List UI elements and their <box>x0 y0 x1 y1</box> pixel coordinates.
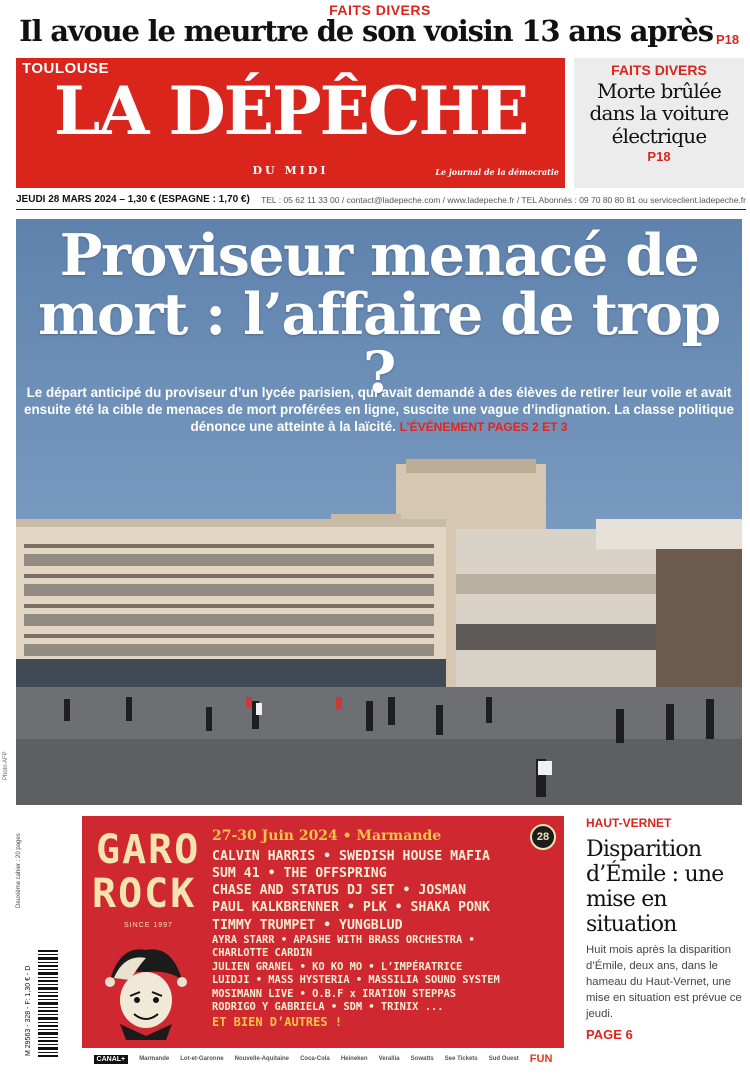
sponsor-logo: Lot-et-Garonne <box>180 1056 224 1062</box>
right-teaser[interactable] <box>574 58 744 188</box>
masthead <box>16 58 565 188</box>
main-story[interactable] <box>16 219 742 805</box>
sponsor-logo: Marmande <box>139 1056 170 1062</box>
lineup-line: TIMMY TRUMPET • YUNGBLUD <box>212 917 403 933</box>
lineup-line: SUM 41 • THE OFFSPRING <box>212 866 387 882</box>
sponsor-logo: Heineken <box>340 1056 368 1062</box>
ad-dates: 27-30 Juin 2024 • Marmande <box>212 828 442 844</box>
lineup-line: AYRA STARR • APASHE WITH BRASS ORCHESTRA • CHARLOTTE CARDIN <box>212 933 475 960</box>
top-teaser-headline[interactable]: Il avoue le meurtre de son voisin 13 ans après <box>19 14 713 48</box>
supplement-note: Deuxième cahier : 20 pages <box>16 833 22 908</box>
ad-logo-garo: GARO <box>96 827 201 873</box>
side-story-body: Huit mois après la disparition d’Émile, deux ans, dans le hameau du Haut-Vernet, une mise en situation est prévue ce jeudi. <box>586 944 742 1020</box>
side-story-headline[interactable]: Disparition d’Émile : une mise en situation <box>586 837 724 937</box>
barcode-icon <box>16 948 60 1060</box>
lineup-more: ET BIEN D’AUTRES ! <box>212 1014 343 1029</box>
main-lede-text: Le départ anticipé du proviseur d’un lycée parisien, qui avait demandé à des élèves de retirer leur voile et avait ensuite été la cible de menaces de mort proférées en ligne, suscite une vague d’indignation. La classe politique dénonce une atteinte à la laïcité. <box>24 385 734 435</box>
right-teaser-page-ref: P18 <box>647 149 671 165</box>
garorock-ad[interactable] <box>82 816 564 1070</box>
main-lede <box>16 384 742 435</box>
sponsor-logo: CANAL+ <box>94 1055 129 1064</box>
right-teaser-kicker: FAITS DIVERS <box>611 62 707 78</box>
lineup-line: RODRIGO Y GABRIELA • SDM • TRINIX ... <box>212 1001 444 1014</box>
ad-edition-badge: 28 <box>530 824 556 850</box>
edition-label: TOULOUSE <box>22 60 110 77</box>
side-story-kicker: HAUT-VERNET <box>586 816 672 830</box>
sponsor-logo: Nouvelle-Aquitaine <box>234 1056 290 1062</box>
ad-since: SINCE 1997 <box>124 922 173 929</box>
lineup-line: JULIEN GRANEL • KO KO MO • L’IMPÉRATRICE <box>212 960 463 973</box>
lineup-line: PAUL KALKBRENNER • PLK • SHAKA PONK <box>212 900 490 916</box>
lineup-line: LUIDJI • MASS HYSTERIA • MASSILIA SOUND SYSTEM <box>212 974 500 987</box>
date-price: JEUDI 28 MARS 2024 – 1,30 € (ESPAGNE : 1,70 €) <box>16 194 250 205</box>
sponsor-bar <box>82 1048 564 1070</box>
top-teaser-page-ref: P18 <box>716 32 740 47</box>
newspaper-tagline: Le journal de la démocratie <box>435 167 559 177</box>
newspaper-title[interactable]: LA DÉPÊCHE <box>53 72 528 150</box>
lineup-line: CHASE AND STATUS DJ SET • JOSMAN <box>212 883 467 899</box>
sponsor-logo: Coca-Cola <box>300 1056 330 1062</box>
sponsor-logo: FUN <box>529 1053 553 1065</box>
jester-mascot-icon <box>100 940 192 1042</box>
right-teaser-headline[interactable]: Morte brûlée dans la voiture électrique <box>589 79 729 148</box>
top-teaser-kicker: FAITS DIVERS <box>329 2 431 18</box>
side-story-page-ref: PAGE 6 <box>586 1026 633 1042</box>
main-page-ref[interactable]: L’ÉVÉNEMENT PAGES 2 ET 3 <box>399 420 568 435</box>
lineup-line: CALVIN HARRIS • SWEDISH HOUSE MAFIA <box>212 849 490 864</box>
sponsor-logo: Verallia <box>378 1056 400 1062</box>
ad-logo-rock: ROCK <box>92 871 197 917</box>
sponsor-logo: See Tickets <box>444 1056 478 1062</box>
lineup-line: MOSIMANN LIVE • O.B.F x IRATION STEPPAS <box>212 987 456 1000</box>
contact-info: TEL : 05 62 11 33 00 / contact@ladepeche.com / www.ladepeche.fr / TEL Abonnés : 09 70 80 80 81 ou serviceclient.ladepeche.fr <box>261 195 746 205</box>
sponsor-logo: Sud Ouest <box>488 1056 519 1062</box>
barcode-text: M 29563 - 328 - F: 1,30 € - D <box>25 965 32 1056</box>
newspaper-subtitle: DU MIDI <box>252 164 329 177</box>
sponsor-logo: Sowatts <box>410 1056 434 1062</box>
main-headline[interactable]: Proviseur menacé de mort : l’affaire de trop ? <box>38 222 720 407</box>
ad-lineup <box>212 848 532 1030</box>
photo-credit: Photo AFP <box>3 751 9 780</box>
dateline <box>16 192 746 210</box>
side-story[interactable] <box>586 816 746 1042</box>
